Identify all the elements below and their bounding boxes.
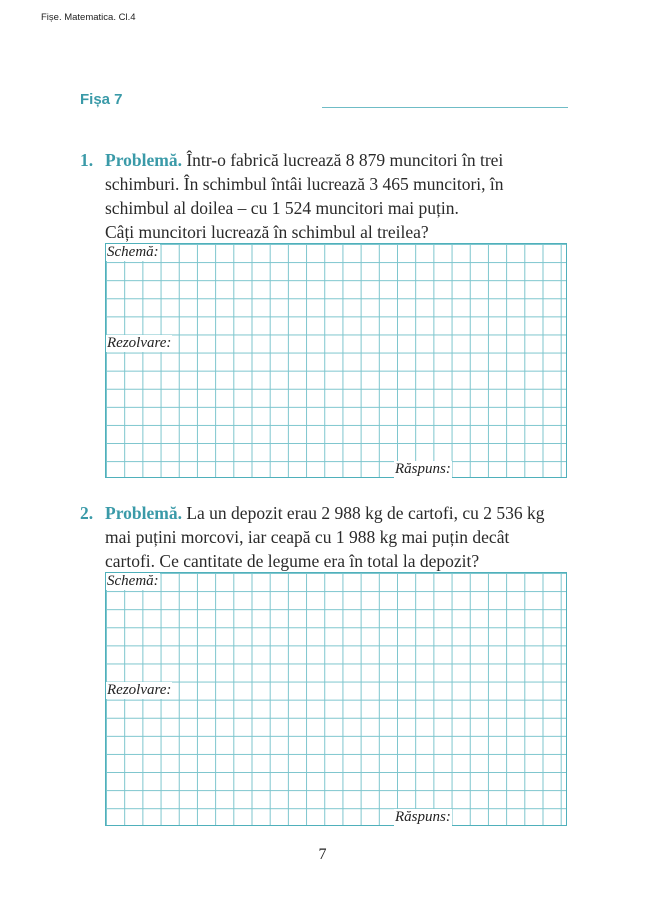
problem-line: cartofi. Ce cantitate de legume era în total la depozit?: [105, 551, 480, 571]
problem-text: Într-o fabrică lucrează 8 879 muncitori în trei: [186, 150, 504, 170]
answer-label: Răspuns:: [395, 461, 451, 477]
scheme-label: Schemă:: [107, 573, 159, 589]
problem-2: [80, 501, 580, 573]
problem-number: 1.: [80, 150, 94, 170]
problem-line: Câți muncitori lucrează în schimbul al treilea?: [105, 222, 429, 242]
solution-label: Rezolvare:: [107, 682, 172, 698]
problem-line: [80, 148, 580, 172]
name-write-line[interactable]: [322, 107, 568, 108]
problem-1: [80, 148, 580, 244]
problem-line: [80, 501, 580, 525]
running-head: Fișe. Matematica. Cl.4: [41, 12, 136, 23]
answer-grid-2[interactable]: [105, 572, 567, 826]
answer-grid-1[interactable]: [105, 243, 567, 478]
answer-label: Răspuns:: [395, 809, 451, 825]
problem-keyword: Problemă.: [105, 150, 182, 170]
scheme-label: Schemă:: [107, 244, 159, 260]
page-number: 7: [318, 846, 327, 863]
problem-line: schimbul al doilea – cu 1 524 muncitori mai puțin.: [105, 198, 459, 218]
problem-keyword: Problemă.: [105, 503, 182, 523]
problem-text: La un depozit erau 2 988 kg de cartofi, cu 2 536 kg: [186, 503, 545, 523]
problem-line: mai puțini morcovi, iar ceapă cu 1 988 kg mai puțin decât: [105, 527, 510, 547]
problem-number: 2.: [80, 503, 94, 523]
sheet-title: Fișa 7: [80, 91, 123, 108]
problem-line: schimburi. În schimbul întâi lucrează 3 465 muncitori, în: [105, 174, 504, 194]
solution-label: Rezolvare:: [107, 335, 172, 351]
